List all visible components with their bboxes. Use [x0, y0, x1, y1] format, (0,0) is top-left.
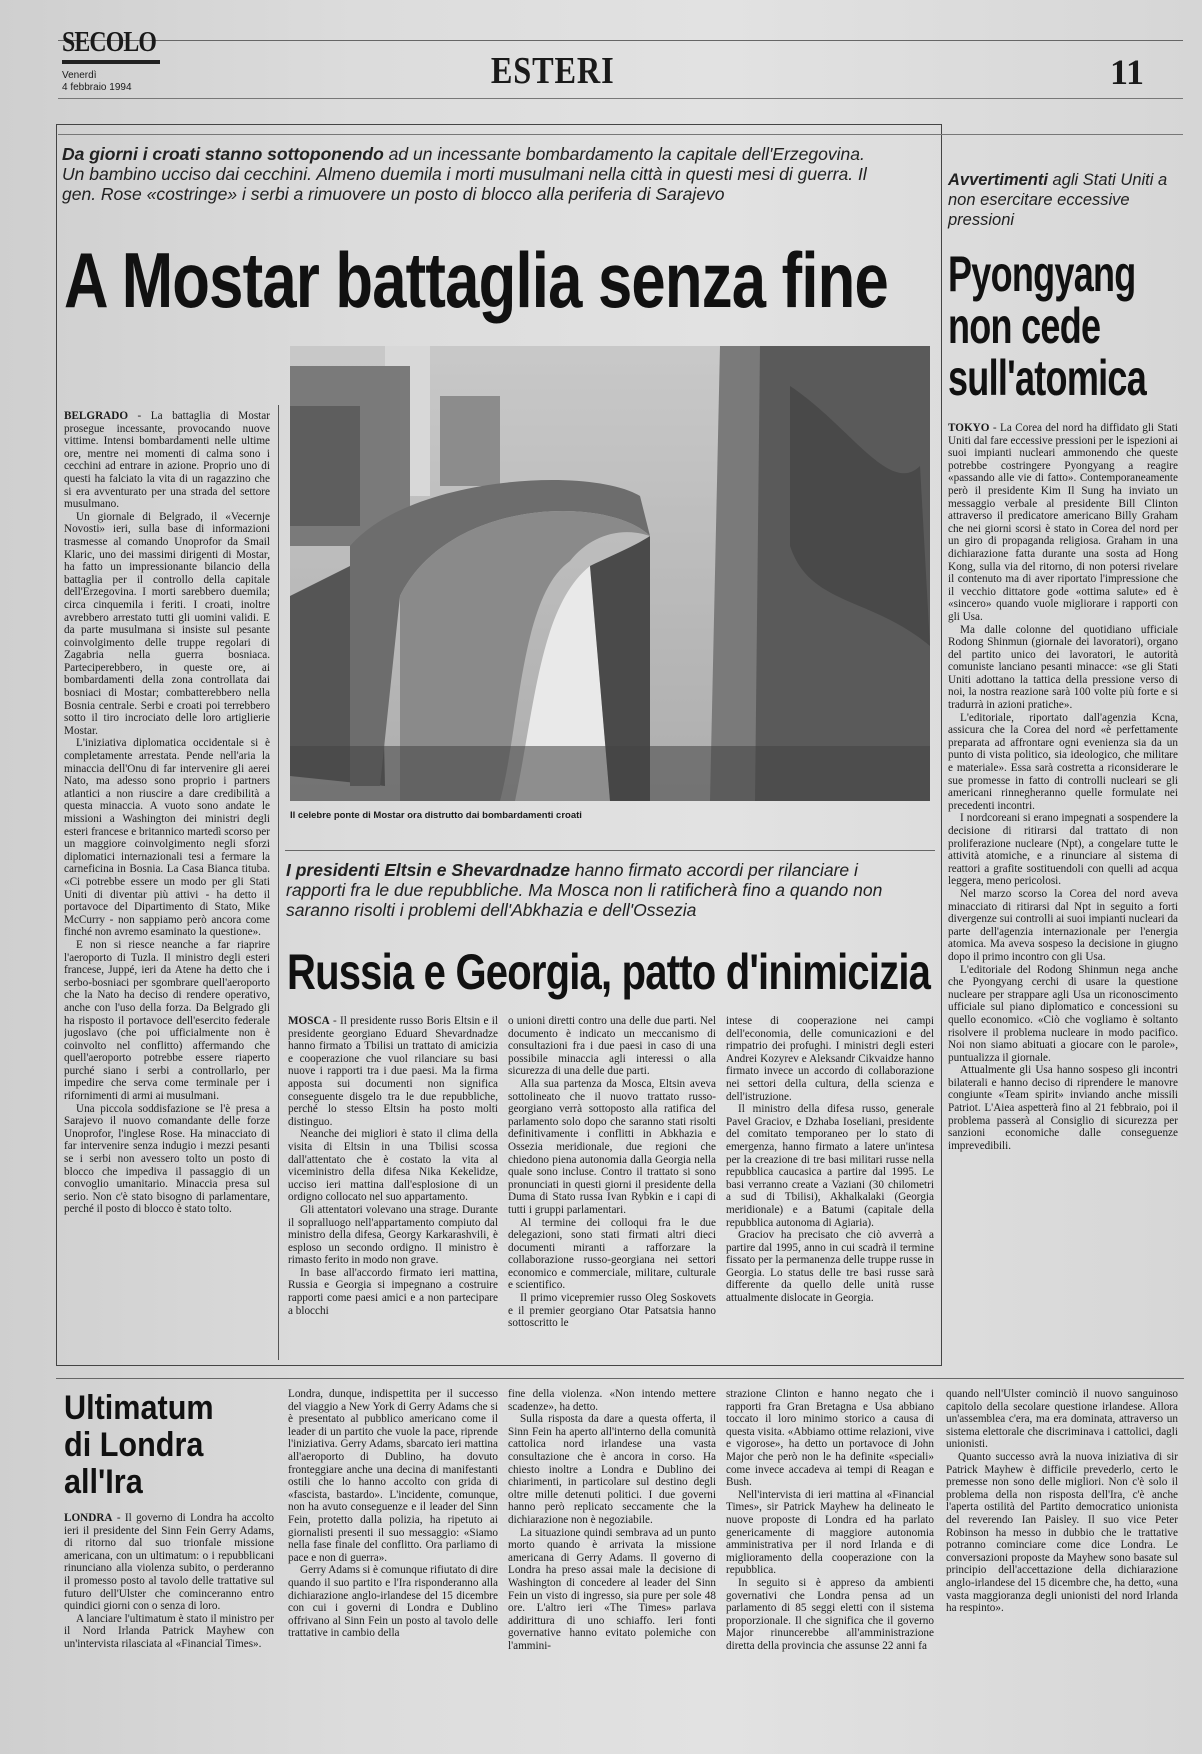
date: 4 febbraio 1994 [62, 82, 132, 93]
paragraph: Nell'intervista di ieri mattina al «Financial Times», sir Patrick Mayhew ha delineato le nuove proposte di Londra ed ha parlato genericamente di maggiore autonomia amministrativa per il nord Irlanda e di miglioramento della cooperazione con la repubblica. [726, 1488, 934, 1577]
header-rule [58, 98, 1183, 99]
issue-date [62, 70, 132, 94]
paragraph: - La battaglia di Mostar prosegue incessante, provocando nuove vittime. Intensi bombardamenti nelle ultime ore, mentre nei momenti di calma sono i cecchini ad entrare in azione. Proprio uno di questi ha falciato la vita di un ragazzino che si era avventurato per una strada del settore musulmano. [64, 410, 270, 511]
paragraph: Londra, dunque, indispettita per il successo del viaggio a New York di Gerry Adams che si è presentato al pubblico americano come il leader di un partito che vuole la pace, riprende l'iniziativa. Gerry Adams, sbarcato ieri mattina all'aeroporto di Dublino, ha dovuto fronteggiare anche una decina di manifestanti ostili che lo hanno accolto con grida di «fascista, bastardo». L'incidente, comunque, non ha avuto conseguenze e il leader del Sinn Fein, protetto dalla polizia, ha ripetuto ai giornalisti presenti il suo messaggio: «Siamo nella fase finale del conflitto. Ora parliamo di pace e non di guerra». [288, 1388, 498, 1564]
londra-column-1 [64, 1512, 274, 1672]
bottom-rule [56, 1378, 1184, 1379]
paragraph: intese di cooperazione nei campi dell'economia, delle comunicazioni e del rimpatrio dei profughi. I ministri degli esteri Andrei Kozyrev e Aleksandr Cikvaidze hanno firmato invece un accordo di collaborazione nei settori della cultura, della scienza e dell'istruzione. [726, 1015, 934, 1103]
paragraph: o unioni diretti contro una delle due parti. Nel documento è indicato un meccanismo di consultazioni fra i due paesi in caso di una possibile minaccia agli interessi o alla sicurezza di una delle due parti. [508, 1015, 716, 1078]
russia-kicker [286, 860, 886, 920]
londra-column-3 [508, 1388, 716, 1708]
paragraph: Nel marzo scorso la Corea del nord aveva minacciato di ritirarsi dal Npt in seguito a forti divergenze sui controlli ai suoi impianti nucleari da parte dell'agenzia internazionale per l'energia atomica. Ma aveva sospeso la decisione in giugno dopo il primo incontro con gli Usa. [948, 887, 1178, 963]
pyongyang-body [948, 422, 1178, 1362]
londra-headline [64, 1390, 214, 1501]
article-rule [285, 850, 935, 851]
paragraph: Una piccola soddisfazione se l'è presa a Sarajevo il nuovo comandante delle forze Unoprofor, l'inglese Rose. Ha minacciato di far intervenire senza indugio i mezzi pesanti se i serbi non avessero tolto un posto di blocco che impediva il passaggio di un convoglio umanitario. Minaccia presa sul serio. Non c'è stato bisogno di parlamentare, perché il posto di blocco è stato tolto. [64, 1102, 270, 1216]
headline-line: non cede [948, 298, 1101, 354]
paragraph: fine della violenza. «Non intendo mettere scadenze», ha detto. [508, 1388, 716, 1413]
headline-line: all'Ira [64, 1463, 143, 1501]
kicker-text: hanno firmato accordi per rilanciare i rapporti fra le due repubbliche. Ma Mosca non li ratificherà fino a quando non saranno risolti i problemi dell'Abkhazia e dell'Ossezia [286, 860, 883, 920]
paragraph: quando nell'Ulster cominciò il nuovo sanguinoso capitolo della secolare questione irlandese. Allora un'assemblea c'era, ma era dominata, attraverso un sistema elettorale che discriminava i cattolici, dagli unionisti. [946, 1388, 1178, 1451]
paragraph: E non si riesce neanche a far riaprire l'aeroporto di Tuzla. Il ministro degli esteri francese, Juppé, ieri da Atene ha detto che i serbo-bosniaci per sgombrare quell'aeroporto che la Nato ha deciso di rendere operativo, anche con l'uso della forza. Da Belgrado gli ha risposto il portavoce dell'esercito federale jugoslavo (che poi ufficialmente non è coinvolto nel conflitto) affermando che quell'aeroporto potrebbe essere riaperto purché siano i serbi a controllarlo, per impedire che serva come terminale per i rifornimenti di armi ai musulmani. [64, 938, 270, 1103]
paragraph: Un giornale di Belgrado, il «Vecernje Novosti» ieri, sulla base di informazioni trasmesse al comando Unoprofor da Smail Klaric, uno dei massimi dirigenti di Mostar, ha fatto un impressionante bilancio della battaglia per il controllo della capitale dell'Erzegovina. I morti sarebbero duemila; circa cinquemila i feriti. I croati, inoltre avrebbero arrestato tutti gli uomini validi. E da parte musulmana si insiste sul pesante coinvolgimento delle truppe regolari di Zagabria nella guerra bosniaca. Parteciperebbero, in queste ore, ai bombardamenti della zona controllata dai bosniaci di Mostar; combatterebbero nella Bosnia centrale. Serbi e croati poi terrebbero sotto il tiro incrociato delle loro artiglierie Mostar. [64, 510, 270, 737]
top-rule [58, 40, 1183, 41]
photo-caption: Il celebre ponte di Mostar ora distrutto dai bombardamenti croati [290, 810, 582, 821]
paragraph: L'editoriale, riportato dall'agenzia Kcna, assicura che la Corea del nord «è perfettamente preparata ad affrontare ogni evenienza sia da un punto di vista politico, sia ideologico, che militare e materiale». Essa sarà costretta a riconsiderare le sue promesse in fatto di controlli nucleari se gli americani rinnegheranno quelle formulate nei precedenti incontri. [948, 711, 1178, 812]
paragraph: A lanciare l'ultimatum è stato il ministro per il Nord Irlanda Patrick Mayhew con un'intervista rilasciata al «Financial Times». [64, 1612, 274, 1650]
paragraph: - Il governo di Londra ha accolto ieri il presidente del Sinn Fein Gerry Adams, di ritorno dal suo trionfale missione americana, con un ultimatum: o i repubblicani rinunciano alla violenza subito, o perderanno il promesso posto al tavolo delle trattative sul futuro dell'Ulster che cominceranno entro quindici giorni con o senza di loro. [64, 1512, 274, 1613]
paragraph: In base all'accordo firmato ieri mattina, Russia e Georgia si impegnano a costruire rapporti come paesi amici e a non partecipare a blocchi [288, 1266, 498, 1317]
mostar-kicker [62, 144, 872, 204]
kicker-bold: Avvertimenti [948, 171, 1048, 189]
paragraph: Quanto successo avrà la nuova iniziativa di sir Patrick Mayhew è difficile prevederlo, certo le premesse non sono delle migliori. Non c'è solo il problema della non risposta dell'Ira, c'è anche l'aperta ostilità del Partito democratico unionista del reverendo Ian Paisley. Il suo vice Peter Robinson ha messo in dubbio che le trattative potranno cominciare come dice Londra. Le conversazioni proposte da Mayhew sono basate sul principio dell'accettazione della dichiarazione anglo-irlandese del 15 dicembre che, ha detto, «una vasta maggioranza degli unionisti del nord Irlanda ha respinto». [946, 1450, 1178, 1615]
paragraph: - La Corea del nord ha diffidato gli Stati Uniti dal fare eccessive pressioni per le ispezioni ai suoi impianti nucleari ammonendo che queste potrebbe costringere Pyongyang a reagire «passando alle vie di fatto». Contemporaneamente però il presidente Kim Il Sung ha inviato un messaggio verbale al presidente Bill Clinton attraverso il predicatore americano Billy Graham che nei giorni scorsi è stato in Corea del nord per un giro di propaganda religiosa. Graham in una dichiarazione fatta durante una sosta ad Hong Kong, sulla via del ritorno, di non potersi rivelare il contenuto ma di aver riportato l'impressione che il vecchio dittatore gode «ottima salute» ed è «sincero» quando vuole migliorare i rapporti con gli Usa. [948, 422, 1178, 623]
headline-line: sull'atomica [948, 350, 1146, 406]
paragraph: Alla sua partenza da Mosca, Eltsin aveva sottolineato che il nuovo trattato russo-georgiano verrà sottoposto alla ratifica del parlamento solo dopo che saranno stati risolti definitivamente i conflitti in Abkhazia e Ossezia meridionale, due regioni che chiedono piena autonomia dalla Georgia nella quale sono incluse. Contro il trattato si sono pronunciati in questi giorni il presidente della Duma di Stato russa Ivan Rybkin e i capi di tutti i gruppi parlamentari. [508, 1077, 716, 1216]
paragraph: Gli attentatori volevano una strage. Durante il sopralluogo nell'appartamento compiuto dal ministro della difesa, Georgy Karkarashvili, è esploso un secondo ordigno. Il ministro è rimasto ferito in modo non grave. [288, 1203, 498, 1267]
weekday: Venerdì [62, 70, 97, 81]
paragraph: L'iniziativa diplomatica occidentale si è completamente arrestata. Pende nell'aria la minaccia dell'Onu di far intervenire gli aerei Nato, ma adesso sono proprio i partners atlantici a non riuscire a dare credibilità a questa minaccia. A vuoto sono andate le missioni a Washington dei ministri degli esteri francese e britannico martedì scorso per un maggiore coinvolgimento negli sforzi diplomatici internazionali tesi a fermare la carneficina in Bosnia. La Casa Bianca tituba. «Ci potrebbe essere un modo per gli Stati Uniti di diventar più attivi - ha detto il portavoce del Dipartimento di Stato, Mike McCurry - non sappiamo però ancora come finché non avremo esaminato la questione». [64, 737, 270, 939]
paragraph: - Il presidente russo Boris Eltsin e il presidente georgiano Eduard Shevardnadze hanno firmato a Tbilisi un trattato di amicizia e cooperazione che vuol rilanciare su basi nuove i rapporti tra i due paesi. Ma la firma apposta sui documenti non significa conseguente disgelo tra le due repubbliche, perché lo stesso Eltsin ha posto molti distinguo. [288, 1015, 498, 1128]
londra-column-4 [726, 1388, 934, 1708]
londra-column-5 [946, 1388, 1178, 1708]
paragraph: Il primo vicepremier russo Oleg Soskovets e il premier georgiano Otar Patsatsia hanno sottoscritto le [508, 1292, 716, 1330]
russia-headline: Russia e Georgia, patto d'inimicizia [287, 944, 931, 1000]
column-divider [278, 405, 279, 1360]
frame-rule [58, 134, 1183, 135]
londra-column-2 [288, 1388, 498, 1708]
paragraph: Sulla risposta da dare a questa offerta, il Sinn Fein ha aperto all'interno della comunità cattolica nord irlandese una vasta consultazione che è ancora in corso. Ha chiesto inoltre a Londra e Dublino dei chiarimenti, in particolare sul destino degli oltre mille detenuti politici. I due governi hanno però replicato seccamente che la dichiarazione non è negoziabile. [508, 1413, 716, 1526]
dateline: MOSCA [288, 1015, 330, 1027]
mostar-body [64, 410, 270, 1358]
logo-bar [62, 60, 160, 64]
dateline: BELGRADO [64, 410, 129, 422]
mostar-bridge-photo [290, 346, 930, 801]
paragraph: L'editoriale del Rodong Shinmun nega anche che Pyongyang cerchi di usare la questione nucleare per strappare agli Usa un riconoscimento ufficiale sul piano diplomatico e concessioni su quello economico. «Ciò che vogliamo è soltanto risolvere il problema nucleare in modo pacifico. Noi non siamo abituati a giocare con le parole», puntualizza il giornale. [948, 963, 1178, 1064]
page-number: 11 [1110, 52, 1145, 92]
pyongyang-headline [948, 248, 1146, 404]
russia-column-1 [288, 1015, 498, 1360]
paragraph: Attualmente gli Usa hanno sospeso gli incontri bilaterali e hanno deciso di riprendere le manovre congiunte «Team spirit» inviando anche missili Patriot. L'Aiea aspetterà fino al 21 febbraio, poi il problema passerà al Consiglio di sicurezza per sanzioni economiche dalle conseguenze imprevedibili. [948, 1064, 1178, 1152]
bridge-photo-illustration [290, 346, 930, 801]
mostar-headline: A Mostar battaglia senza fine [64, 236, 888, 324]
newspaper-logo: SECOLO [62, 27, 157, 58]
dateline: TOKYO [948, 422, 990, 434]
paragraph: strazione Clinton e hanno negato che i rapporti fra Gran Bretagna e Usa abbiano toccato il loro minimo storico a causa di questa visita. «Abbiamo ottime relazioni, vive e vigorose», ha detto un portavoce di John Major che però non le ha definite «speciali» come invece accadeva ai tempi di Reagan e Bush. [726, 1388, 934, 1489]
headline-line: di Londra [64, 1426, 204, 1464]
russia-column-2 [508, 1015, 716, 1360]
paragraph: Neanche dei migliori è stato il clima della visita di Eltsin in una Tbilisi scossa dall'attentato che è costato la vita al viceministro della difesa Nika Kekelidze, ucciso ieri mattina dall'esplosione di un ordigno collocato nel suo appartamento. [288, 1128, 498, 1204]
headline-line: Pyongyang [948, 246, 1136, 302]
paragraph: In seguito si è appreso da ambienti governativi che Londra pensa ad un parlamento di 85 seggi eletti con il sistema proporzionale. Il che significa che il governo Major rinuncerebbe all'amministrazione diretta della provincia che assunse 22 anni fa [726, 1576, 934, 1652]
paragraph: Gerry Adams si è comunque rifiutato di dire quando il suo partito e l'Ira risponderanno alla dichiarazione anglo-irlandese del 15 dicembre con cui i governi di Londra e Dublino offrivano al Sinn Fein un posto al tavolo delle trattative in cambio della [288, 1564, 498, 1640]
paragraph: Il ministro della difesa russo, generale Pavel Graciov, e Dzhaba Ioseliani, presidente del comitato temporaneo per lo stato di emergenza, hanno firmato a latere un'intesa per la creazione di tre basi militari russe nella repubblica caucasica a partire dal 1995. Le basi verranno create a Vaziani (30 chilometri a sud di Tbilisi), Akhalkalaki (Georgia meridionale) e a Batumi (capitale della repubblica autonoma di Agiaria). [726, 1103, 934, 1229]
paragraph: La situazione quindi sembrava ad un punto morto quando è arrivata la missione americana di Gerry Adams. Il governo di Londra ha preso assai male la decisione di Washington di concedere al leader del Sinn Fein un visto di ingresso, sia pure per sole 48 ore. L'altro ieri «The Times» parlava addirittura di uno schiaffo. Ieri fonti governative hanno evitato polemiche con l'ammini- [508, 1526, 716, 1652]
pyongyang-kicker [948, 170, 1178, 230]
kicker-text: ad un incessante bombardamento la capitale dell'Erzegovina. Un bambino ucciso dai cecchini. Almeno duemila i morti musulmani nella città in questi mesi di guerra. Il gen. Rose «costringe» i serbi a rimuovere un posto di blocco alla periferia di Sarajevo [62, 144, 867, 204]
russia-column-3 [726, 1015, 934, 1360]
kicker-text: agli Stati Uniti a non esercitare eccessive pressioni [948, 171, 1168, 229]
kicker-bold: I presidenti Eltsin e Shevardnadze [286, 860, 570, 880]
paragraph: Ma dalle colonne del quotidiano ufficiale Rodong Shinmun (giornale dei lavoratori), organo del partito unico dei lavoratori, le autorità comuniste lanciano pesanti minacce: «se gli Stati Uniti adottano la tattica della pressione verso di noi, la nostra reazione sarà 100 volte più forte e si tradurrà in azioni pratiche». [948, 623, 1178, 712]
kicker-bold: Da giorni i croati stanno sottoponendo [62, 144, 384, 164]
section-title: ESTERI [490, 50, 615, 92]
dateline: LONDRA [64, 1512, 113, 1524]
paragraph: Al termine dei colloqui fra le due delegazioni, sono stati firmati altri dieci documenti miranti a rafforzare la collaborazione russo-georgiana nei settori economico e commerciale, militare, culturale e scientifico. [508, 1216, 716, 1292]
paragraph: I nordcoreani si erano impegnati a sospendere la decisione di ritirarsi dal trattato di non proliferazione nucleare (Npt), a congelare tutte le attività atomiche, e a rinunciare al sistema di reattori a grafite sostituendoli con quelli ad acqua leggera, meno pericolosi. [948, 812, 1178, 888]
paragraph: Graciov ha precisato che ciò avverrà a partire dal 1995, anno in cui scadrà il termine fissato per la permanenza delle truppe russe in Georgia. Lo status delle tre basi russe sarà differente da quello delle unità russe attualmente dislocate in Georgia. [726, 1229, 934, 1305]
headline-line: Ultimatum [64, 1389, 214, 1427]
